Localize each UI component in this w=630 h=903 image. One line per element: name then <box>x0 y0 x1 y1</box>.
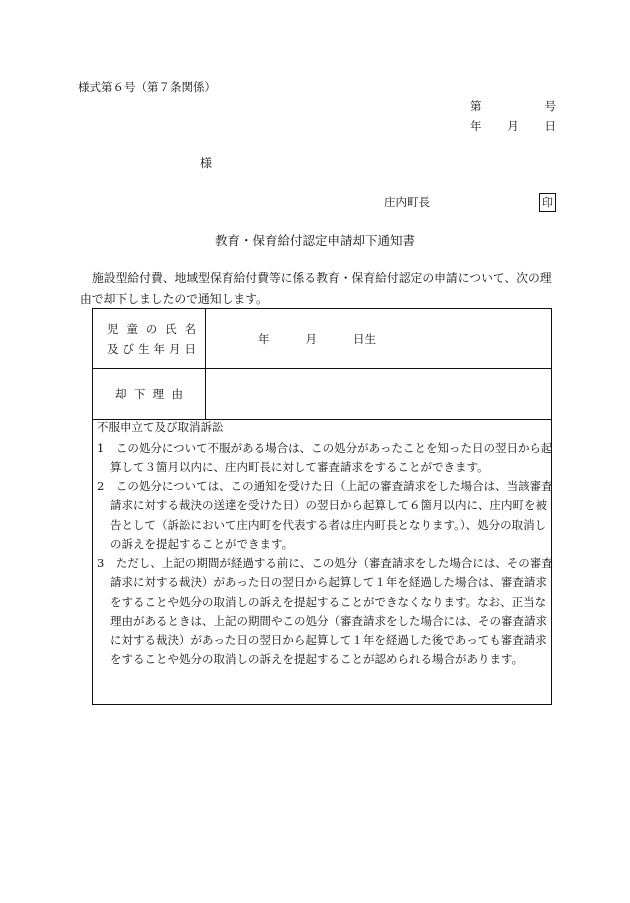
date-year: 年 <box>470 119 482 133</box>
name-dob-label <box>93 309 206 369</box>
dob-year: 年 <box>258 331 270 346</box>
name-dob-field[interactable] <box>206 309 552 369</box>
date-day: 日 <box>544 119 556 133</box>
document-title: 教育・保育給付認定申請却下通知書 <box>214 233 415 248</box>
document-date-line <box>470 121 556 133</box>
intro-paragraph: 施設型給付費、地域型保育給付費等に係る教育・保育給付認定の申請について、次の理由で却下しましたので通知します。 <box>80 271 552 306</box>
document-number-line <box>470 101 556 113</box>
dob-label-line: 及 び 生 年 月 日 <box>107 341 196 356</box>
name-dob-row <box>93 309 552 369</box>
form-number: 様式第６号（第７条関係） <box>78 80 216 94</box>
sender-name: 庄内町長 <box>384 195 430 209</box>
number-label: 第 <box>470 99 482 113</box>
dob-day: 日生 <box>353 331 376 346</box>
reason-field[interactable] <box>206 369 552 420</box>
seal-mark: 印 <box>539 193 556 212</box>
dob-line <box>258 331 376 347</box>
name-label-line: 児 童 の 氏 名 <box>107 321 196 336</box>
number-suffix: 号 <box>544 99 556 113</box>
reason-row <box>93 369 552 420</box>
appeal-notice-box <box>92 419 552 705</box>
date-month: 月 <box>507 119 519 133</box>
appeal-item: 2 この処分については、この通知を受けた日（上記の審査請求をした場合は、当該審査請求に対する裁決の送達を受けた日）の翌日から起算して６箇月以内に、庄内町を被告として（訴訟において庄内町を代表する者は庄内町長となります。）、処分の取消しの訴えを提起することができます。 <box>97 479 553 551</box>
dob-month: 月 <box>305 331 317 346</box>
appeal-heading: 不服申立て及び取消訴訟 <box>97 420 224 434</box>
appeal-item: 3 ただし、上記の期間が経過する前に、この処分（審査請求をした場合には、その審査請求に対する裁決）があった日の翌日から起算して１年を経過した場合は、審査請求をすることや処分の取消しの訴えを提起することができなくなります。なお、正当な理由があるときは、上記の期間やこの処分（審査請求をした場合には、その審査請求に対する裁決）があった日の翌日から起算して１年を経過した後であっても審査請求をすることや処分の取消しの訴えを提起することが認められる場合があります。 <box>97 556 553 667</box>
appeal-item: 1 この処分について不服がある場合は、この処分があったことを知った日の翌日から起算して３箇月以内に、庄内町長に対して審査請求をすることができます。 <box>97 441 553 475</box>
addressee-honorific: 様 <box>200 156 213 170</box>
reason-label: 却 下 理 由 <box>93 369 206 420</box>
form-table <box>92 308 552 420</box>
